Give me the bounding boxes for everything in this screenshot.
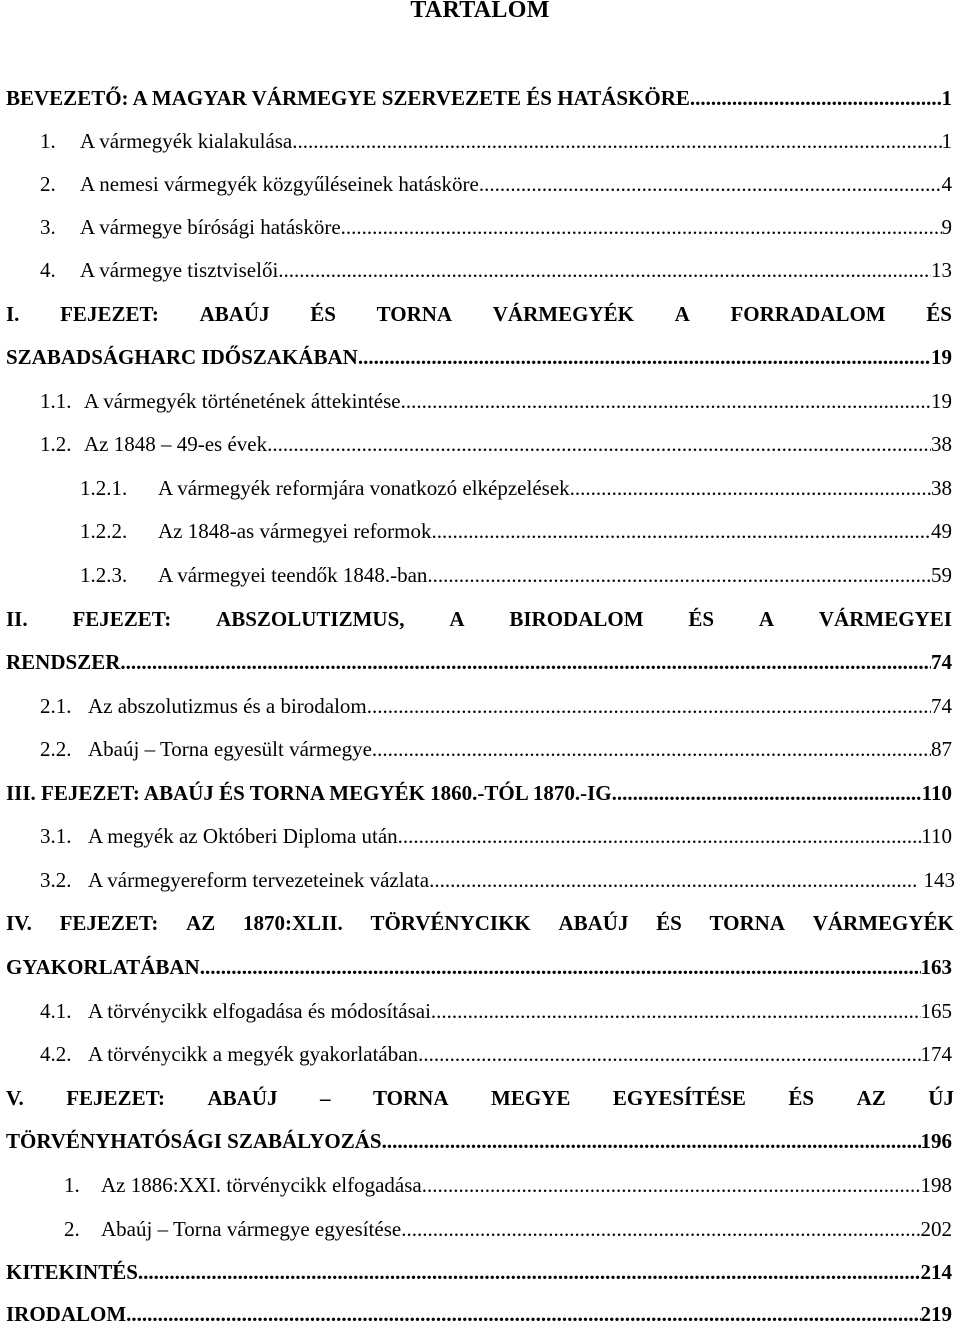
toc-entry-number: 1.1. — [40, 389, 72, 413]
toc-leader-dots — [429, 864, 917, 896]
toc-entry-title: A vármegyék reformjára vonatkozó elképzelések — [158, 476, 570, 500]
toc-leader-dots — [382, 1125, 921, 1157]
toc-entry-number: 1.2. — [40, 432, 72, 456]
toc-entry-title: A törvénycikk elfogadása és módosításai — [88, 999, 431, 1023]
toc-page-number: 110 — [921, 824, 952, 848]
toc-entry-title: A vármegye bírósági hatásköre — [80, 215, 341, 239]
toc-entry[interactable] — [40, 864, 955, 896]
toc-word: EGYESÍTÉSE — [612, 1086, 746, 1110]
toc-entry[interactable] — [40, 1038, 952, 1070]
toc-word: VÁRMEGYEI — [818, 607, 952, 631]
toc-word: FEJEZET: — [72, 607, 172, 631]
toc-word: ABSZOLUTIZMUS, — [216, 607, 405, 631]
toc-page-number: 202 — [920, 1217, 952, 1241]
toc-leader-dots — [398, 820, 922, 852]
toc-entry-number: 1.2.2. — [80, 519, 128, 543]
toc-word: FEJEZET: — [60, 302, 159, 326]
page-title: TARTALOM — [410, 0, 550, 23]
toc-page-number: 13 — [931, 258, 952, 282]
toc-page-number: 174 — [920, 1042, 952, 1066]
toc-entry-title: Az abszolutizmus és a birodalom — [88, 694, 367, 718]
toc-entry-number: 3.1. — [40, 824, 72, 848]
toc-leader-dots — [418, 1038, 920, 1070]
toc-page-number: 38 — [931, 476, 952, 500]
toc-entry-title: Az 1886:XXI. törvénycikk elfogadása — [101, 1173, 422, 1197]
toc-entry[interactable] — [40, 995, 952, 1027]
toc-entry[interactable] — [64, 1213, 952, 1245]
toc-word: FEJEZET: — [59, 911, 159, 935]
toc-page-number: 49 — [931, 519, 952, 543]
toc-entry-title: A megyék az Októberi Diploma után — [88, 824, 398, 848]
toc-entry[interactable] — [6, 1298, 952, 1330]
toc-entry-number: 1.2.1. — [80, 476, 128, 500]
toc-leader-dots — [431, 515, 931, 547]
toc-leader-dots — [267, 428, 931, 460]
toc-entry-title: BEVEZETŐ: A MAGYAR VÁRMEGYE SZERVEZETE ÉS HATÁSKÖRE — [6, 86, 690, 110]
toc-entry-title: A vármegye tisztviselői — [80, 258, 279, 282]
toc-entry[interactable] — [6, 1256, 952, 1288]
toc-word: FEJEZET: — [66, 1086, 166, 1110]
toc-entry-title: Abaúj – Torna vármegye egyesítése — [101, 1217, 402, 1241]
toc-page-number: 74 — [931, 650, 952, 674]
toc-word: A — [449, 607, 465, 631]
toc-entry[interactable] — [6, 951, 952, 983]
toc-page-number: 110 — [921, 781, 952, 805]
toc-word: II. — [6, 607, 28, 631]
toc-chapter-heading-line[interactable] — [6, 907, 954, 939]
toc-page-number: 165 — [920, 999, 952, 1023]
toc-entry-number: 2.2. — [40, 737, 72, 761]
toc-page-number: 59 — [931, 563, 952, 587]
toc-entry-title: Abaúj – Torna egyesült vármegye — [88, 737, 372, 761]
toc-entry-title: A nemesi vármegyék közgyűléseinek hatásköre — [80, 172, 479, 196]
toc-entry-title: A törvénycikk a megyék gyakorlatában — [88, 1042, 419, 1066]
toc-word: A — [758, 607, 775, 631]
toc-leader-dots — [427, 559, 931, 591]
toc-entry-number: 2. — [40, 172, 56, 196]
toc-entry-number: 1. — [40, 129, 56, 153]
toc-word: TORNA — [373, 1086, 449, 1110]
toc-entry-number: 1. — [64, 1173, 80, 1197]
toc-page-number: 74 — [931, 694, 952, 718]
toc-leader-dots — [372, 733, 931, 765]
toc-page-number: 214 — [920, 1260, 952, 1284]
toc-leader-dots — [120, 646, 931, 678]
toc-page-number: 87 — [931, 737, 952, 761]
toc-entry-number: 1.2.3. — [80, 563, 128, 587]
toc-entry-title: III. FEJEZET: ABAÚJ ÉS TORNA MEGYÉK 1860.-TÓL 1870.-IG — [6, 781, 612, 805]
toc-word: TÖRVÉNYCIKK — [370, 911, 531, 935]
toc-entry[interactable] — [6, 82, 952, 114]
toc-entry[interactable] — [40, 820, 952, 852]
toc-page-number: 4 — [941, 172, 952, 196]
toc-entry-number: 3. — [40, 215, 56, 239]
toc-word: TORNA — [709, 911, 786, 935]
toc-chapter-heading-line[interactable] — [6, 1082, 954, 1114]
toc-entry[interactable] — [40, 733, 952, 765]
toc-entry[interactable] — [80, 559, 952, 591]
toc-page-number: 219 — [920, 1302, 952, 1326]
toc-word: ÉS — [310, 302, 336, 326]
toc-word: ABAÚJ — [207, 1086, 278, 1110]
toc-word: ÉS — [788, 1086, 815, 1110]
toc-page-number: 1 — [941, 129, 952, 153]
toc-entry-title: GYAKORLATÁBAN — [6, 955, 200, 979]
toc-word: 1870:XLII. — [242, 911, 343, 935]
toc-entry[interactable] — [40, 168, 952, 200]
toc-entry[interactable] — [40, 428, 952, 460]
toc-word: ÉS — [688, 607, 715, 631]
toc-page-number: 196 — [920, 1129, 952, 1153]
toc-entry[interactable] — [64, 1169, 952, 1201]
toc-page-number: 163 — [920, 955, 952, 979]
toc-leader-dots — [401, 1213, 920, 1245]
toc-entry-title: TÖRVÉNYHATÓSÁGI SZABÁLYOZÁS — [6, 1129, 382, 1153]
toc-word: IV. — [6, 911, 32, 935]
toc-leader-dots — [200, 951, 921, 983]
toc-page-number: 198 — [920, 1173, 952, 1197]
toc-word: AZ — [186, 911, 216, 935]
toc-entry[interactable] — [40, 385, 952, 417]
toc-entry[interactable] — [80, 472, 952, 504]
toc-entry[interactable] — [40, 690, 952, 722]
toc-word: V. — [6, 1086, 24, 1110]
toc-leader-dots — [292, 125, 941, 157]
toc-leader-dots — [612, 777, 922, 809]
toc-entry-title: Az 1848 – 49-es évek — [84, 432, 268, 456]
toc-entry-title: A vármegyereform tervezeteinek vázlata — [88, 868, 430, 892]
toc-entry-title: A vármegyék kialakulása — [80, 129, 293, 153]
toc-word: ÚJ — [928, 1086, 954, 1110]
toc-chapter-heading-line[interactable] — [6, 603, 952, 635]
toc-word: ABAÚJ — [199, 302, 270, 326]
toc-word: ABAÚJ — [558, 911, 629, 935]
toc-entry-number: 4.1. — [40, 999, 72, 1023]
toc-word: MEGYE — [491, 1086, 571, 1110]
toc-leader-dots — [401, 385, 931, 417]
toc-entry-title: A vármegyei teendők 1848.-ban — [158, 563, 428, 587]
toc-word: – — [320, 1086, 331, 1110]
toc-page-number: 38 — [931, 432, 952, 456]
toc-word: VÁRMEGYÉK — [812, 911, 954, 935]
toc-leader-dots — [341, 211, 942, 243]
toc-entry-title: IRODALOM — [6, 1302, 127, 1326]
toc-word: TORNA — [376, 302, 453, 326]
toc-entry[interactable] — [80, 515, 952, 547]
toc-page-number: 1 — [941, 86, 952, 110]
toc-entry[interactable] — [40, 125, 952, 157]
toc-leader-dots — [431, 995, 921, 1027]
toc-page-number: 143 — [923, 868, 955, 892]
toc-entry[interactable] — [40, 211, 952, 243]
toc-leader-dots — [126, 1298, 920, 1330]
toc-chapter-heading-line[interactable] — [6, 298, 952, 330]
toc-leader-dots — [367, 690, 931, 722]
toc-entry[interactable] — [6, 646, 952, 678]
toc-word: VÁRMEGYÉK — [492, 302, 634, 326]
toc-entry[interactable] — [6, 341, 952, 373]
toc-entry[interactable] — [40, 254, 952, 286]
toc-entry[interactable] — [6, 777, 952, 809]
toc-word: AZ — [856, 1086, 886, 1110]
toc-entry-number: 2. — [64, 1217, 80, 1241]
toc-leader-dots — [690, 82, 942, 114]
toc-leader-dots — [278, 254, 931, 286]
toc-entry[interactable] — [6, 1125, 952, 1157]
toc-word: ÉS — [656, 911, 682, 935]
toc-leader-dots — [422, 1169, 921, 1201]
toc-word: A — [674, 302, 690, 326]
toc-entry-title: RENDSZER — [6, 650, 121, 674]
toc-entry-number: 2.1. — [40, 694, 72, 718]
toc-page-number: 19 — [931, 389, 952, 413]
toc-word: FORRADALOM — [730, 302, 886, 326]
toc-word: I. — [6, 302, 20, 326]
toc-page-number: 19 — [931, 345, 952, 369]
toc-leader-dots — [358, 341, 931, 373]
toc-entry-number: 4. — [40, 258, 56, 282]
toc-word: ÉS — [926, 302, 952, 326]
toc-leader-dots — [479, 168, 942, 200]
toc-leader-dots — [138, 1256, 921, 1288]
toc-entry-title: SZABADSÁGHARC IDŐSZAKÁBAN — [6, 345, 358, 369]
toc-word: BIRODALOM — [509, 607, 644, 631]
toc-entry-title: KITEKINTÉS — [6, 1260, 138, 1284]
toc-page-number: 9 — [941, 215, 952, 239]
toc-leader-dots — [570, 472, 931, 504]
toc-entry-title: A vármegyék történetének áttekintése — [84, 389, 401, 413]
toc-entry-number: 3.2. — [40, 868, 72, 892]
toc-entry-number: 4.2. — [40, 1042, 72, 1066]
toc-entry-title: Az 1848-as vármegyei reformok — [158, 519, 432, 543]
